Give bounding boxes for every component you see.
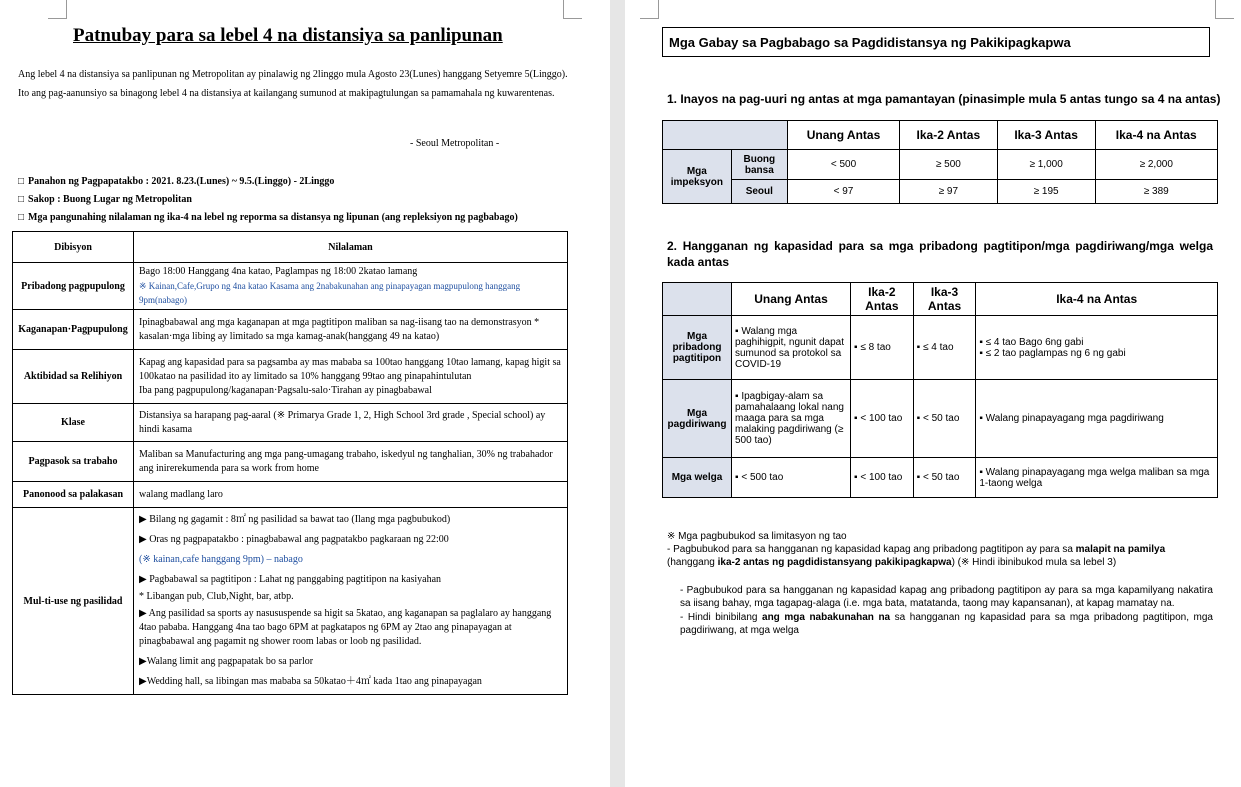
division-cell: Pagpasok sa trabaho [13,442,134,482]
content-line: ▶ Ang pasilidad sa sports ay nasususpende sa higit sa 5katao, ang kaganapan sa paglalaro ay hanggang 4tao pababa. Hanggang 4na tao bago 6PM at pagkatapos ng 6PM ay 2tao ang pinapayagan at pinagbabawal ang pagamit ng shower room labas or loob ng pasilidad. [139,608,552,647]
value-cell: ▪ Walang pinapayagang mga welga maliban sa mga 1-taong welga [976,458,1218,498]
header-level-3: Ika-3 Antas [913,283,976,316]
value-cell: ▪ ≤ 4 tao Bago 6ng gabi ▪ ≤ 2 tao paglampas ng 6 ng gabi [976,316,1218,380]
value-cell: ▪ < 500 tao [732,458,851,498]
division-cell: Kaganapan·Pagpupulong [13,310,134,350]
bullet-period: □ Panahon ng Pagpapatakbo : 2021. 8.23.(Lunes) ~ 9.5.(Linggo) - 2Linggo [18,176,335,187]
content-line: Bago 18:00 Hanggang 4na katao, Paglampas ng 18:00 2katao lamang [139,266,418,277]
value-cell: ▪ < 50 tao [913,380,976,458]
value-cell: ≥ 2,000 [1095,150,1218,180]
table-row [13,404,568,442]
row-label: Mga welga [663,458,732,498]
square-bullet-icon: □ [18,176,25,187]
value-cell: < 97 [788,180,900,204]
division-cell: Panonood sa palakasan [13,482,134,508]
page-gutter [610,0,625,787]
content-line: ▶ Pagbabawal sa pagtitipon : Lahat ng panggabing pagtitipon na kasiyahan [139,574,442,585]
levels-table [662,120,1218,204]
content-note: (※ kainan,cafe hanggang 9pm) – nabago [139,554,303,565]
row-label: Mga pagdiriwang [663,380,732,458]
table-row [13,442,568,482]
content-line: ▶ Bilang ng gagamit : 8㎡ ng pasilidad sa bawat tao (Ilang mga pagbubukod) [139,514,451,525]
value-cell: ▪ ≤ 8 tao [851,316,914,380]
right-page-title: Mga Gabay sa Pagbabago sa Pagdidistansya ng Pakikipagkapwa [662,27,1210,57]
table-row [13,310,568,350]
note-household-exception: - Pagbubukod para sa hangganan ng kapasidad kapag ang pribadong pagtitipon ay para sa mga kapamilyang nakatira sa iisang bahay, mga tagapag-alaga (i.e. mga bata, matatanda, taong may kapansanan), at kapag mamatay na. [680,585,1213,609]
content-line: * Libangan pub, Club,Night, bar, atbp. [139,591,294,602]
capacity-table [662,282,1218,498]
crop-mark [563,0,582,19]
table-row [663,180,1218,204]
header-level-4: Ika-4 na Antas [1095,121,1218,150]
table-row [663,150,1218,180]
header-level-2: Ika-2 Antas [851,283,914,316]
value-cell: ▪ Walang mga paghihigpit, ngunit dapat sumunod sa protokol sa COVID-19 [732,316,851,380]
header-level-3: Ika-3 Antas [997,121,1095,150]
empty-header-cell [663,121,788,150]
guidelines-table [12,231,568,695]
division-cell: Pribadong pagpupulong [13,263,134,310]
table-row [663,316,1218,380]
row-label: Mga pribadong pagtitipon [663,316,732,380]
contents-cell [134,442,568,482]
value-cell: ▪ < 50 tao [913,458,976,498]
content-line: walang madlang laro [139,488,223,500]
crop-mark [1215,0,1234,19]
value-cell: ▪ ≤ 4 tao [913,316,976,380]
value-cell: ▪ Walang pinapayagang mga pagdiriwang [976,380,1218,458]
contents-cell [134,310,568,350]
contents-cell [134,263,568,310]
author-line: - Seoul Metropolitan - [410,138,500,149]
content-line: Kapag ang kapasidad para sa pagsamba ay mas mababa sa 100tao hanggang 10tao lamang, kapag higit sa 100katao na pasilidad ito ay limitado sa 10% hanggang 99tao ang pinapahintulutan [139,356,561,382]
content-line: ▶Wedding hall, sa libingan mas mababa sa 50katao＋4㎡ kada 1tao ang pinapayagan [139,676,482,687]
value-cell: ≥ 97 [899,180,997,204]
row-label: Seoul [731,180,787,204]
contents-cell [134,508,568,695]
bullet-contents: □ Mga pangunahing nilalaman ng ika-4 na lebel ng reporma sa distansya ng lipunan (ang repleksiyon ng pagbabago) [18,212,518,223]
division-cell: Klase [13,404,134,442]
contents-cell [134,350,568,404]
note-exceptions-title: ※ Mga pagbubukod sa limitasyon ng tao [667,531,847,542]
crop-mark [48,0,67,19]
table-header-row [13,232,568,263]
value-cell: ≥ 500 [899,150,997,180]
table-row [13,263,568,310]
table-row [13,508,568,695]
header-contents: Nilalaman [134,232,568,263]
contents-cell [134,404,568,442]
value-cell: ≥ 1,000 [997,150,1095,180]
header-level-1: Unang Antas [732,283,851,316]
intro-paragraph: Ang lebel 4 na distansiya sa panlipunan ng Metropolitan ay pinalawig ng 2linggo mula Agosto 23(Lunes) hanggang Setyemre 5(Linggo). Ito ang pag-aanunsiyo sa binagong lebel 4 na distansiya at kailangang sumunod at makipagtulungan sa pamamahala ng kuwarentenas. [18,69,568,99]
note-vaccinated-exception: - Hindi binibilang ang mga nabakunahan na sa hangganan ng kapasidad para sa mga pribadong pagtitipon, mga pagdiriwang, at mga welga [680,612,1213,636]
content-line: ▶Walang limit ang pagpapatak bo sa parlor [139,656,314,667]
header-division: Dibisyon [13,232,134,263]
note-family-exception: - Pagbubukod para sa hangganan ng kapasidad kapag ang pribadong pagtitipon ay para sa malapit na pamilya (hanggang ika-2 antas ng pagdidistansyang pakikipagkapwa) (※ Hindi ibinibukod mula sa lebel 3) [667,544,1166,568]
value-cell: ▪ < 100 tao [851,458,914,498]
table-header-row [663,121,1218,150]
content-line: Iba pang pagpupulong/kaganapan·Pagsalu-salo·Tirahan ay pinagbabawal [139,384,432,396]
header-level-4: Ika-4 na Antas [976,283,1218,316]
square-bullet-icon: □ [18,212,25,223]
table-row [663,380,1218,458]
content-line: ▶ Oras ng pagpapatakbo : pinagbabawal ang pagpatakbo pagkaraan ng 22:00 [139,534,449,545]
value-cell: ≥ 195 [997,180,1095,204]
value-cell: ≥ 389 [1095,180,1218,204]
content-line: Maliban sa Manufacturing ang mga pang-umagang trabaho, iskedyul ng tanghalian, 30% ng trabahador ang inirerekumenda para sa work from home [139,448,553,474]
content-line: Distansiya sa harapang pag-aaral (※ Primarya Grade 1, 2, High School 3rd grade , Special school) ay hindi kasama [139,409,546,435]
header-level-2: Ika-2 Antas [899,121,997,150]
section-2-heading: 2. Hangganan ng kapasidad para sa mga pribadong pagtitipon/mga pagdiriwang/mga welga kada antas [667,239,1213,269]
division-cell: Aktibidad sa Relihiyon [13,350,134,404]
left-page-title: Patnubay para sa lebel 4 na distansiya sa panlipunan [73,25,503,46]
header-level-1: Unang Antas [788,121,900,150]
content-line: Ipinagbabawal ang mga kaganapan at mga pagtitipon maliban sa nag-iisang tao na demonstrasyon * kasalan·mga libing ay limitado sa mga kamag-anak(hanggang 49 na katao) [139,316,540,342]
contents-cell [134,482,568,508]
table-row [13,482,568,508]
section-1-heading: 1. Inayos na pag-uuri ng antas at mga pamantayan (pinasimple mula 5 antas tungo sa 4 na antas) [667,92,1221,106]
square-bullet-icon: □ [18,194,25,205]
empty-header-cell [663,283,732,316]
bullet-scope: □ Sakop : Buong Lugar ng Metropolitan [18,194,192,205]
row-label: Buong bansa [731,150,787,180]
content-note: ※ Kainan,Cafe,Grupo ng 4na katao Kasama ang 2nabakunahan ang pinapayagan magpupulong hanggang 9pm(nabago) [139,281,521,305]
table-row [663,458,1218,498]
crop-mark [640,0,659,19]
table-row [13,350,568,404]
value-cell: < 500 [788,150,900,180]
value-cell: ▪ Ipagbigay-alam sa pamahalaang lokal nang maaga para sa mga malaking pagdiriwang (≥ 500 tao) [732,380,851,458]
row-group-infections: Mga impeksyon [663,150,732,204]
value-cell: ▪ < 100 tao [851,380,914,458]
table-header-row [663,283,1218,316]
division-cell: Mul-ti-use ng pasilidad [13,508,134,695]
